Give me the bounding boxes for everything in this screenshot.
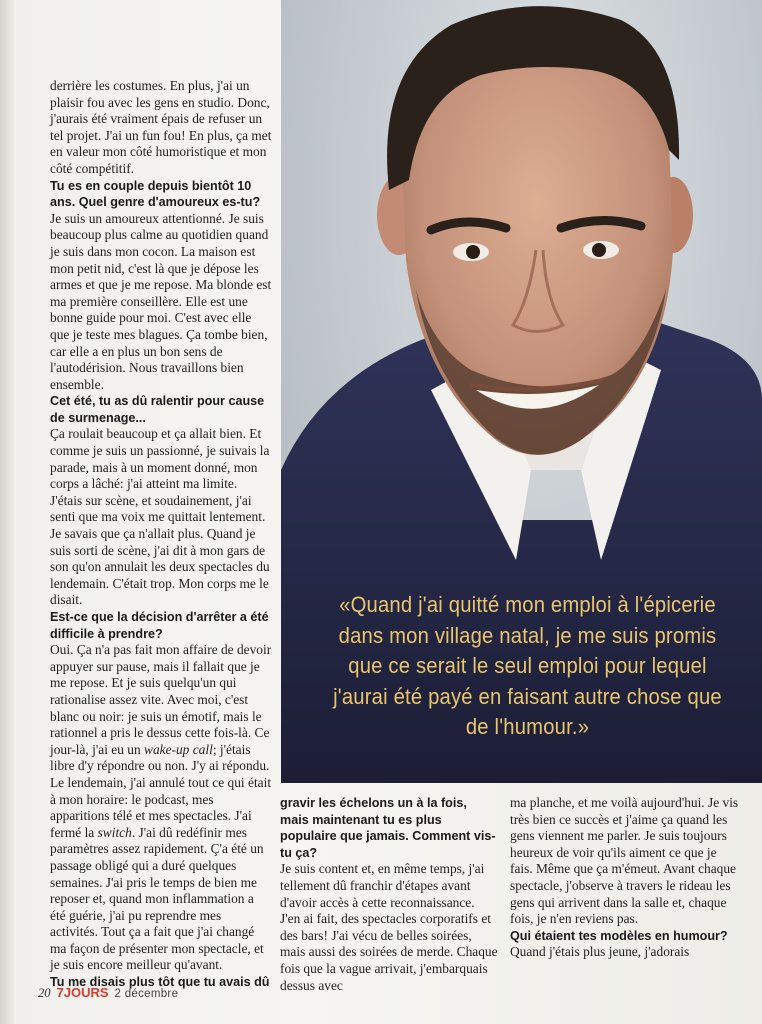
italic-term: switch [97,824,132,840]
page-spine-shadow [0,0,14,1024]
paragraph: derrière les costumes. En plus, j'ai un plaisir fou avec les gens en studio. Donc, j'aurais été vraiment épais de refuser un tel projet. J'ai un fun fou! En plus, ça met en valeur mon côté humoristique et mon côté compétitif. [50,78,272,176]
paragraph: Ça roulait beaucoup et ça allait bien. Et comme je suis un passionné, je suivais la parade, mais à un moment donné, mon corps a lâché: j'ai atteint ma limite. J'étais sur scène, et soudainement, j'ai senti que ma voix me quittait lentement. Je savais que ça n'allait plus. Quand je suis sorti de scène, j'ai dit à mon gars de son qu'on annulait les deux spectacles du lendemain. C'était trop. Mon corps me le disait. [50,426,270,608]
issue-date: 2 décembre [114,988,179,1000]
paragraph: ma planche, et me voilà aujourd'hui. Je vis très bien ce succès et j'aime ça quand les gens viennent me parler. Je suis toujours heureux de voir qu'ils aiment ce que je fais. Même que ça m'émeut. Avant chaque spectacle, j'observe à travers le rideau les gens qui arrivent dans la salle et, chaque fois, je n'en reviens pas. [510,795,739,927]
magazine-logo: 7JOURS [56,985,109,1000]
paragraph-text: Oui. Ça n'a pas fait mon affaire de devoir appuyer sur pause, mais il fallait que je me repose. Et je suis quelqu'un qui rationalise assez vite. Avec moi, c'est blanc ou noir: je suis un émotif, mais le rationnel a pris le dessus cette fois-là. Ce jour-là, j'ai eu un [50,642,272,757]
paragraph: Je suis content et, en même temps, j'ai tellement dû franchir d'étapes avant d'avoir accès à cette reconnaissance. J'en ai fait, des spectacles corporatifs et des bars! J'ai vécu de belles soirées, mais aussi des soirées de merde. Chaque fois que la vague arrivait, j'embarquais dessus avec [280,861,498,993]
paragraph: Quand j'étais plus jeune, j'adorais [510,944,690,960]
paragraph-text: ; j'étais libre d'y répondre ou non. J'y ai répondu. Le lendemain, j'ai annulé tout ce qui était à mon horaire: le podcast, mes apparitions télé et mes spectacles. J'ai fermé la [50,741,272,840]
text-column-left [50,78,272,991]
italic-term: wake-up call [144,741,213,757]
page-number: 20 [38,986,51,1000]
interview-question: gravir les échelons un à la fois, mais maintenant tu es plus populaire que jamais. Comment vis-tu ça? [280,796,496,860]
page-footer [38,985,178,1001]
paragraph-text: . J'ai dû redéfinir mes paramètres assez rapidement. Ç'a été un passage obligé qui a duré quelques semaines. J'ai pris le temps de bien me reposer et, quand mon inflammation a été guérie, j'ai pu reprendre mes activités. Tout ça a fait que j'ai changé ma façon de présenter mon spectacle, et je suis encore meilleur qu'avant. [50,824,264,973]
interview-question: Qui étaient tes modèles en humour? [510,928,728,943]
pull-quote: «Quand j'ai quitté mon emploi à l'épicerie dans mon village natal, je me suis promis que ce serait le seul emploi pour lequel j'aurai été payé en faisant autre chose que de l'humour.» [333,592,722,739]
paragraph [50,642,272,974]
interview-question: Tu me disais plus tôt que tu avais dû [50,975,270,990]
text-column-right [510,795,742,961]
interview-question: Cet été, tu as dû ralentir pour cause de surmenage... [50,394,265,425]
text-column-middle [280,795,498,994]
paragraph: Je suis un amoureux attentionné. Je suis beaucoup plus calme au quotidien quand je suis dans mon cocon. La maison est mon petit nid, c'est là que je dépose les armes et que je me repose. Ma blonde est ma première conseillère. Elle est une bonne guide pour moi. C'est avec elle que je teste mes blagues. Ça tombe bien, car elle a en plus un bon sens de l'autodérision. Nous travaillons bien ensemble. [50,210,272,392]
interview-question: Tu es en couple depuis bientôt 10 ans. Quel genre d'amoureux es-tu? [50,178,261,210]
interview-question: Est-ce que la décision d'arrêter a été difficile à prendre? [50,610,269,641]
